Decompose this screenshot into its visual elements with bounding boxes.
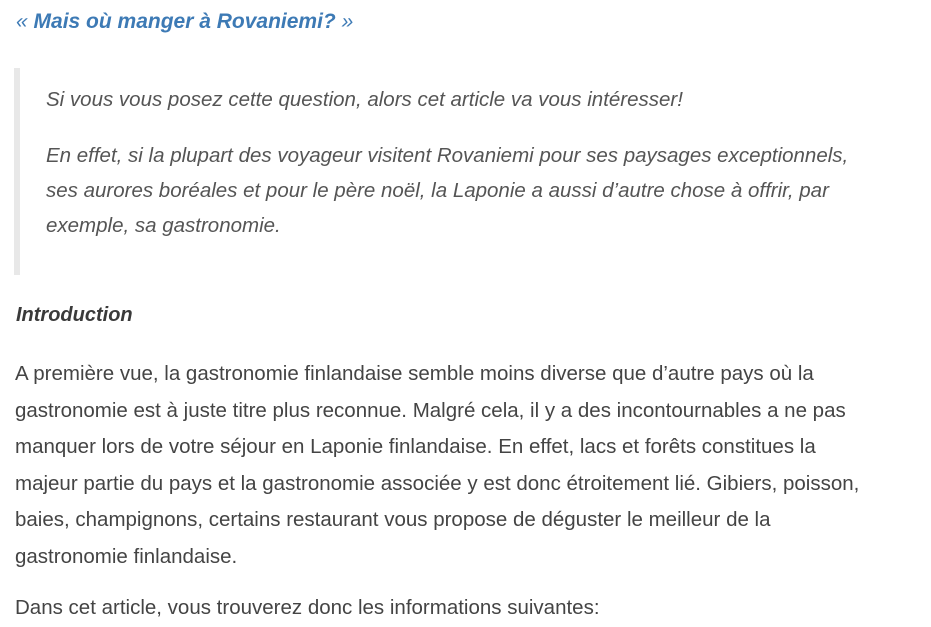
text-line: gastronomie est à juste titre plus reconnue. Malgré cela, il y a des incontournables a ne pas	[15, 398, 846, 422]
text-line: manquer lors de votre séjour en Laponie finlandaise. En effet, lacs et forêts constitues la	[15, 435, 816, 458]
open-quote: «	[16, 10, 34, 33]
quote-line: exemple, sa gastronomie.	[46, 214, 281, 237]
intro-paragraph	[15, 356, 927, 575]
text-line: A première vue, la gastronomie finlandaise semble moins diverse que d’autre pays où la	[15, 362, 814, 385]
text-line: gastronomie finlandaise.	[15, 544, 238, 568]
blockquote	[14, 68, 914, 275]
quote-paragraph-2	[46, 138, 926, 243]
text-line: majeur partie du pays et la gastronomie associée y est donc étroitement lié. Gibiers, poisson,	[15, 471, 860, 495]
quote-paragraph-1: Si vous vous posez cette question, alors cet article va vous intéresser!	[46, 88, 683, 111]
close-quote: »	[335, 10, 354, 33]
quote-line: En effet, si la plupart des voyageur visitent Rovaniemi pour ses paysages exceptionnels,	[46, 144, 849, 167]
quote-line: ses aurores boréales et pour le père noël, la Laponie a aussi d’autre chose à offrir, par	[46, 179, 829, 202]
article-paragraph-info: Dans cet article, vous trouverez donc les informations suivantes:	[15, 596, 600, 619]
title-text: Mais où manger à Rovaniemi?	[33, 10, 336, 33]
section-heading-introduction: Introduction	[16, 304, 133, 326]
article-title	[16, 10, 353, 34]
text-line: baies, champignons, certains restaurant vous propose de déguster le meilleur de la	[15, 508, 771, 531]
